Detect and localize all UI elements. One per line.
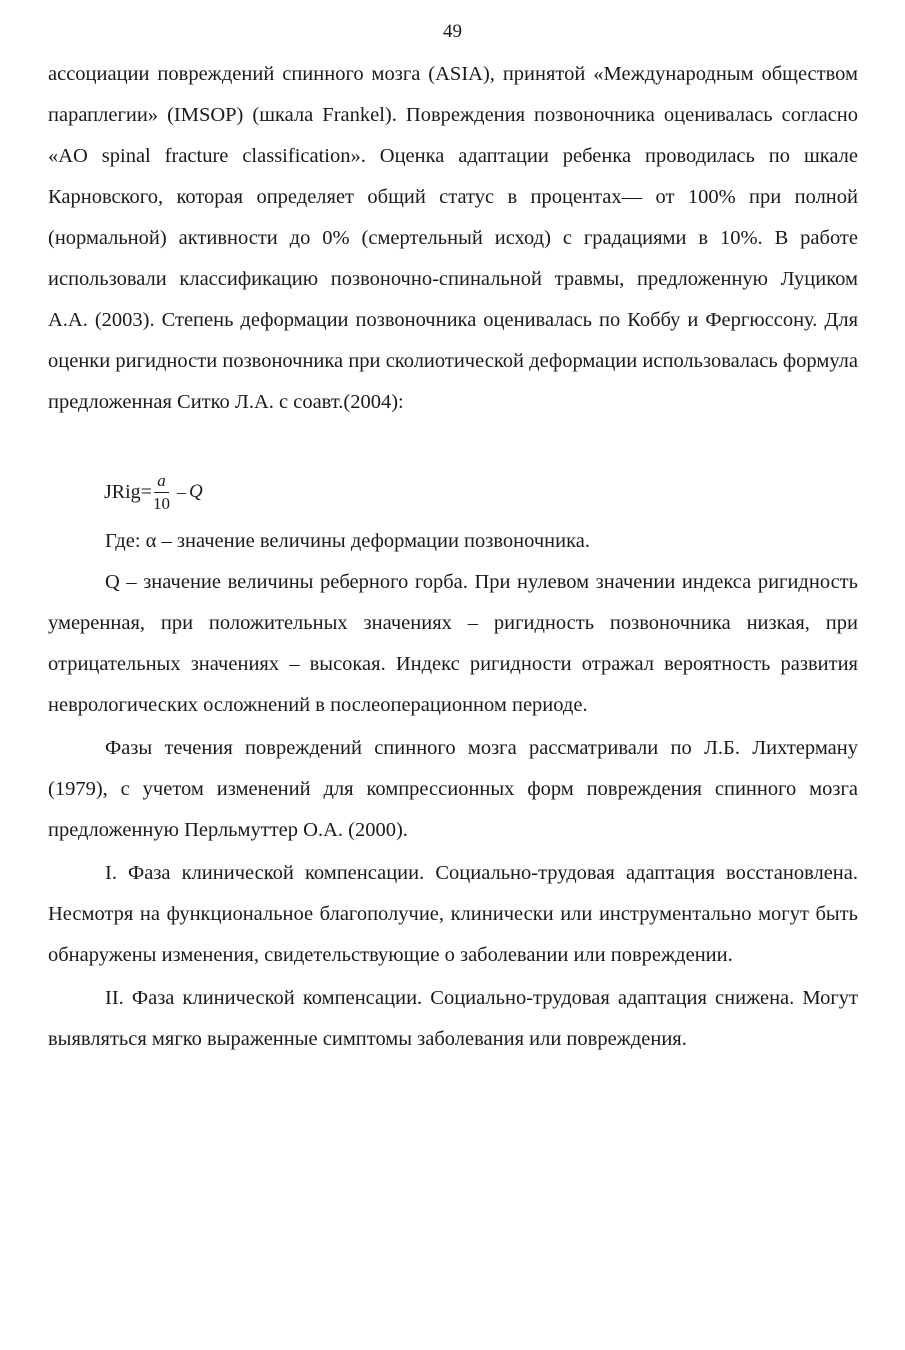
paragraph-intro: ассоциации повреждений спинного мозга (ASIA), принятой «Международным обществом параплегии» (IMSOP) (шкала Frankel). Повреждения позвоночника оценивалась согласно «AO spinal fracture classification». Оценка адаптации ребенка проводилась по шкале Карновского, которая определяет общий статус в процентах— от 100% при полной (нормальной) активности до 0% (смертельный исход) с градациями в 10%. В работе использовали классификацию позвоночно-спинальной травмы, предложенную Луциком А.А. (2003). Степень деформации позвоночника оценивалась по Коббу и Фергюссону. Для оценки ригидности позвоночника при сколиотической деформации использовалась формула предложенная Ситко Л.А. с соавт.(2004):: [48, 63, 858, 413]
formula-lhs: JRig=: [104, 480, 152, 503]
paragraph-phase-two: II. Фаза клинической компенсации. Социально-трудовая адаптация снижена. Могут выявляться мягко выраженные симптомы заболевания или повреждения.: [48, 987, 858, 1050]
formula-fraction: [153, 471, 170, 514]
formula-operator: –: [176, 481, 186, 502]
formula-denominator: 10: [152, 493, 170, 513]
page-number: 49: [443, 21, 462, 42]
formula-numerator: a: [154, 471, 169, 493]
top-text-block: [48, 54, 858, 423]
paragraph-q-definition: Q – значение величины реберного горба. При нулевом значении индекса ригидность умеренная, при положительных значениях – ригидность позвоночника низкая, при отрицательных значениях – высокая. Индекс ригидности отражал вероятность развития неврологических осложнений в послеоперационном периоде.: [48, 571, 858, 716]
formula-variable: Q: [188, 481, 203, 502]
paragraph-alpha-definition: Где: α – значение величины деформации позвоночника.: [105, 530, 590, 552]
rigidity-formula: [104, 462, 203, 522]
paragraph-phase-one: I. Фаза клинической компенсации. Социально-трудовая адаптация восстановлена. Несмотря на функциональное благополучие, клинически или инструментально могут быть обнаружены изменения, свидетельствующие о заболевании или повреждении.: [48, 862, 858, 966]
bottom-text-block: [48, 521, 858, 1060]
paragraph-phases-intro: Фазы течения повреждений спинного мозга рассматривали по Л.Б. Лихтерману (1979), с учетом изменений для компрессионных форм повреждения спинного мозга предложенную Перльмуттер О.А. (2000).: [48, 737, 858, 841]
